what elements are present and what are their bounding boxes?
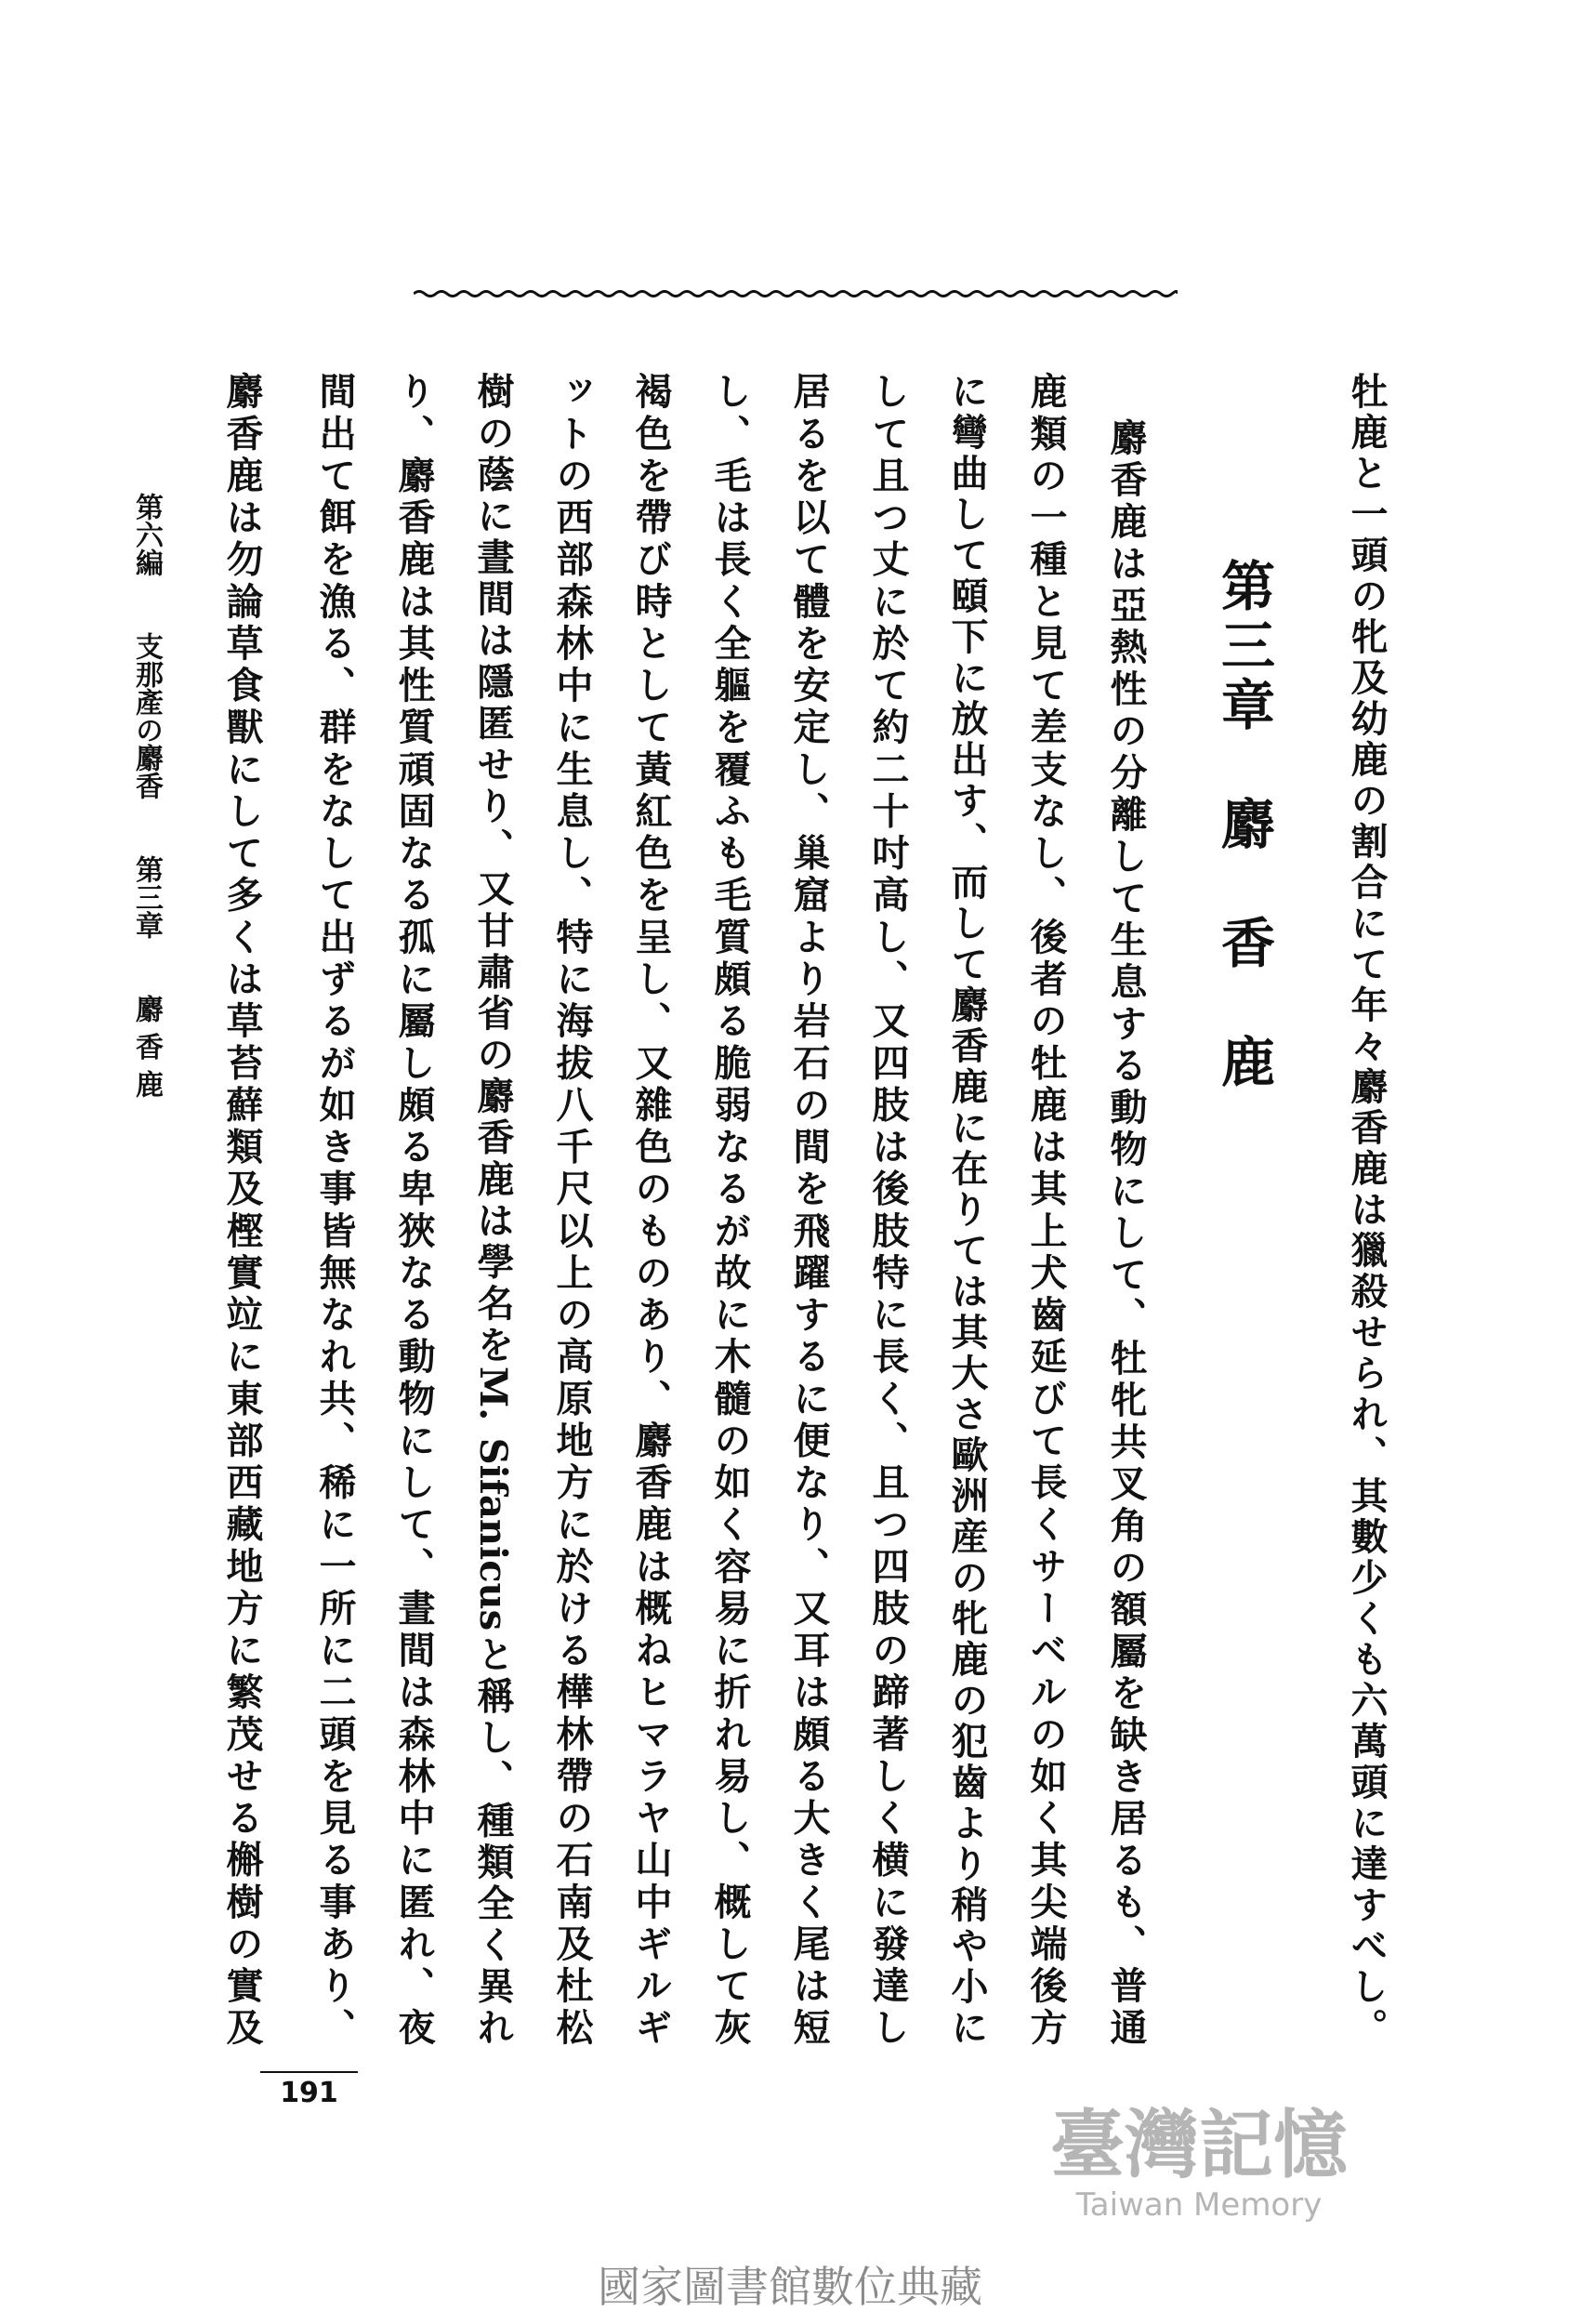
body-column: 樹の蔭に晝間は隱匿せり、又甘肅省の麝香鹿は學名をM. Sifanicusと稱し、種類全く異れ [471,372,515,2045]
body-column: 鹿類の一種と見て差支なし、後者の牡鹿は其上犬齒延びて長くサーベルの如く其尖端後方 [1024,372,1068,2045]
taiwan-memory-watermark [1004,2103,1394,2224]
body-column: に彎曲して頤下に放出す、而して麝香鹿に在りては其大さ歐洲産の牝鹿の犯齒より稍や小に [945,372,989,2045]
running-head-chapter: 第三章 [130,855,163,939]
running-head-chapter-title: 麝 香 鹿 [130,995,163,1098]
body-column: 麝香鹿は亞熱性の分離して生息する動物にして、牡牝共叉角の額屬を缺き居るも、普通 [1104,418,1148,2045]
body-column: 居るを以て體を安定し、巢窟より岩石の間を飛躍するに便なり、又耳は頗る大きく尾は短 [787,372,831,2045]
chapter-heading: 第三章 麝 香 鹿 [1212,558,1275,1088]
body-column: ットの西部森林中に生息し、特に海拔八千尺以上の高原地方に於ける樺林帶の石南及杜松 [550,372,594,2045]
body-column: 褐色を帶び時として黃紅色を呈し、又雜色のものあり、麝香鹿は概ねヒマラヤ山中ギルギ [629,372,673,2045]
library-credit: 國家圖書館數位典藏 [598,2262,982,2312]
watermark-cjk: 臺灣記憶 [1050,2101,1348,2188]
body-column: 間出て餌を漁る、群をなして出ずるが如き事皆無なれ共、稀に一所に二頭を見る事あり、 [313,372,357,2045]
watermark-en: Taiwan Memory [1075,2186,1323,2224]
top-decorative-rule [414,286,1178,301]
body-column: し、毛は長く全軀を覆ふも毛質頗る脆弱なるが故に木髓の如く容易に折れ易し、概して灰 [708,372,752,2045]
body-column: して且つ丈に於て約二十吋高し、又四肢は後肢特に長く、且つ四肢の蹄著しく横に發達し [866,372,910,2045]
running-head [125,493,166,2064]
body-column: 麝香鹿は勿論草食獸にして多くは草苔蘚類及樫實竝に東部西藏地方に繁茂せる槲樹の實及 [220,372,264,2045]
page-number: 191 [260,2071,358,2109]
body-column: り、麝香鹿は其性質頑固なる孤に屬し頗る卑狹なる動物にして、晝間は森林中に匿れ、夜 [392,372,436,2045]
body-column: 牡鹿と一頭の牝及幼鹿の割合にて年々麝香鹿は獵殺せられ、其數少くも六萬頭に達すべし。 [1345,372,1389,2045]
running-head-part-title: 支那產の麝香 [130,632,163,799]
running-head-part: 第六編 [130,493,163,576]
